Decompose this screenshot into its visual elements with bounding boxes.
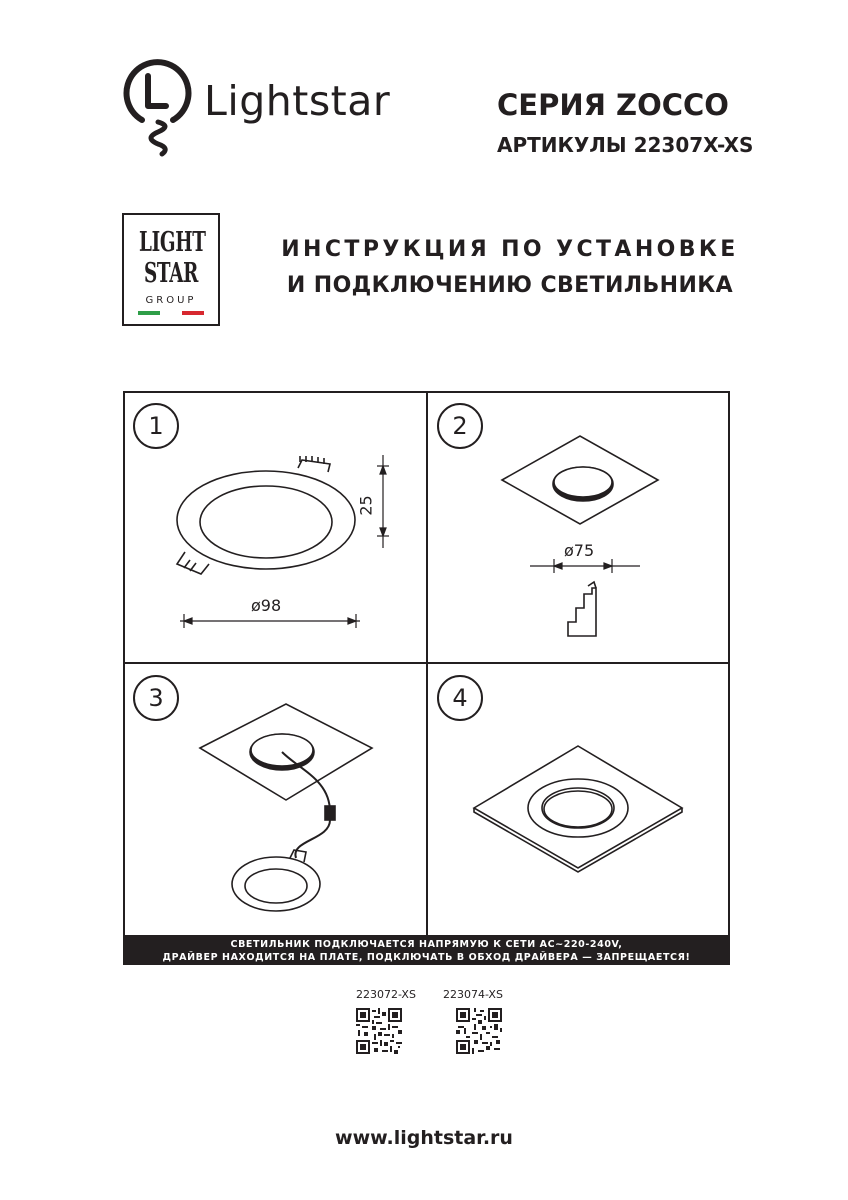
warning-line1: СВЕТИЛЬНИК ПОДКЛЮЧАЕТСЯ НАПРЯМУЮ К СЕТИ AC~220-240V, bbox=[230, 939, 623, 950]
step-1-badge: 1 bbox=[133, 403, 179, 449]
group-logo-line3: GROUP bbox=[145, 295, 197, 306]
qr-code-223074[interactable] bbox=[456, 1008, 502, 1054]
group-logo-line1: LIGHT bbox=[139, 227, 206, 258]
panel1-diameter-dimension bbox=[180, 614, 360, 628]
articles-line: АРТИКУЛЫ 22307X-XS bbox=[497, 133, 754, 157]
panel1-luminaire-illustration bbox=[177, 456, 355, 574]
panel1-height-dimension bbox=[377, 455, 389, 548]
qr-label-223074: 223074-XS bbox=[443, 988, 503, 1001]
panel3-connection-illustration bbox=[200, 704, 372, 911]
panel2-ceiling-thickness-profile bbox=[568, 582, 596, 636]
warning-banner bbox=[123, 937, 730, 965]
qr-code-223072[interactable] bbox=[356, 1008, 402, 1054]
brand-name: Lightstar bbox=[204, 77, 391, 125]
panel4-installed-illustration bbox=[474, 746, 682, 872]
instruction-title-line2: И ПОДКЛЮЧЕНИЮ СВЕТИЛЬНИКА bbox=[286, 273, 734, 298]
panel2-ceiling-cutout-illustration bbox=[502, 436, 658, 524]
warning-line2: ДРАЙВЕР НАХОДИТСЯ НА ПЛАТЕ, ПОДКЛЮЧАТЬ В ОБХОД ДРАЙВЕРА — ЗАПРЕЩАЕТСЯ! bbox=[162, 952, 691, 963]
cutout-75-label: ø75 bbox=[564, 541, 595, 560]
height-25-label: 25 bbox=[356, 495, 376, 516]
website-link[interactable]: www.lightstar.ru bbox=[335, 1127, 513, 1149]
step-3-badge: 3 bbox=[133, 675, 179, 721]
panel2-cutout-dimension bbox=[530, 559, 640, 573]
step-2-badge: 2 bbox=[437, 403, 483, 449]
group-logo-line2: STAR bbox=[143, 258, 199, 289]
diameter-98-label: ø98 bbox=[251, 596, 282, 615]
instruction-title-line1: ИНСТРУКЦИЯ ПО УСТАНОВКЕ bbox=[281, 237, 739, 262]
qr-label-223072: 223072-XS bbox=[356, 988, 416, 1001]
step-4-badge: 4 bbox=[437, 675, 483, 721]
series-title: СЕРИЯ ZOCCO bbox=[497, 88, 729, 122]
